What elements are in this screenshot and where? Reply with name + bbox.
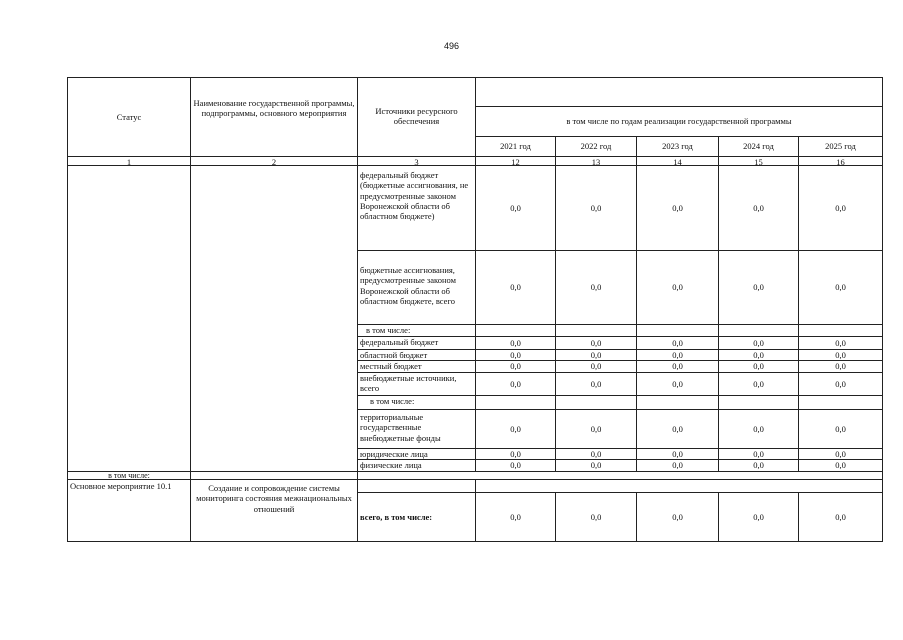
header-years-caption: в том числе по годам реализации государственной программы bbox=[475, 106, 883, 137]
value-cell: 0,0 bbox=[555, 165, 637, 251]
name-cell-empty bbox=[190, 165, 358, 472]
value-cell: 0,0 bbox=[636, 360, 719, 373]
header-sources: Источники ресурсного обеспечения bbox=[357, 77, 476, 157]
value-cell: 0,0 bbox=[555, 459, 637, 472]
source-label: местный бюджет bbox=[357, 360, 476, 373]
value-cell: 0,0 bbox=[475, 250, 556, 325]
value-cell: 0,0 bbox=[798, 360, 883, 373]
budget-table bbox=[68, 78, 883, 552]
value-cell: 0,0 bbox=[636, 165, 719, 251]
empty-cell bbox=[357, 479, 476, 493]
column-number: 14 bbox=[636, 156, 719, 166]
source-label: юридические лица bbox=[357, 448, 476, 460]
column-number: 1 bbox=[67, 156, 191, 166]
source-label: федеральный бюджет bbox=[357, 336, 476, 350]
header-blank bbox=[475, 77, 883, 107]
header-year: 2024 год bbox=[718, 136, 799, 157]
header-year: 2023 год bbox=[636, 136, 719, 157]
value-cell: 0,0 bbox=[555, 336, 637, 350]
subtotal-label: в том числе: bbox=[67, 471, 191, 480]
source-label: в том числе: bbox=[357, 395, 476, 410]
empty-cell bbox=[475, 479, 883, 493]
column-number: 16 bbox=[798, 156, 883, 166]
value-cell: 0,0 bbox=[798, 448, 883, 460]
value-cell: 0,0 bbox=[718, 165, 799, 251]
value-cell: 0,0 bbox=[798, 492, 883, 542]
header-year: 2025 год bbox=[798, 136, 883, 157]
header-program-name: Наименование государственной программы, подпрограммы, основного мероприятия bbox=[190, 77, 358, 157]
column-number: 2 bbox=[190, 156, 358, 166]
value-cell: 0,0 bbox=[718, 372, 799, 396]
source-label: федеральный бюджет (бюджетные ассигнования, не предусмотренные законом Воронежской области об областном бюджете) bbox=[357, 165, 476, 251]
value-cell: 0,0 bbox=[718, 448, 799, 460]
main-event-status: Основное мероприятие 10.1 bbox=[67, 479, 191, 542]
value-cell bbox=[718, 395, 799, 410]
value-cell: 0,0 bbox=[798, 349, 883, 361]
value-cell: 0,0 bbox=[636, 459, 719, 472]
value-cell: 0,0 bbox=[798, 165, 883, 251]
source-label: в том числе: bbox=[357, 324, 476, 337]
page-number: 496 bbox=[443, 41, 460, 51]
header-year: 2022 год bbox=[555, 136, 637, 157]
value-cell bbox=[475, 395, 556, 410]
value-cell: 0,0 bbox=[718, 336, 799, 350]
value-cell: 0,0 bbox=[555, 492, 637, 542]
value-cell: 0,0 bbox=[475, 360, 556, 373]
value-cell: 0,0 bbox=[718, 360, 799, 373]
value-cell: 0,0 bbox=[636, 409, 719, 449]
source-label: территориальные государственные внебюджетные фонды bbox=[357, 409, 476, 449]
header-status: Статус bbox=[67, 77, 191, 157]
value-cell: 0,0 bbox=[636, 448, 719, 460]
main-event-name: Создание и сопровождение системы мониторинга состояния межнациональных отношений bbox=[190, 479, 358, 542]
value-cell: 0,0 bbox=[555, 372, 637, 396]
value-cell: 0,0 bbox=[798, 336, 883, 350]
header-year: 2021 год bbox=[475, 136, 556, 157]
main-event-source: всего, в том числе: bbox=[357, 492, 476, 542]
value-cell: 0,0 bbox=[718, 409, 799, 449]
value-cell: 0,0 bbox=[475, 492, 556, 542]
column-number: 13 bbox=[555, 156, 637, 166]
value-cell bbox=[555, 395, 637, 410]
source-label: физические лица bbox=[357, 459, 476, 472]
value-cell: 0,0 bbox=[798, 372, 883, 396]
value-cell: 0,0 bbox=[718, 349, 799, 361]
value-cell: 0,0 bbox=[475, 448, 556, 460]
value-cell: 0,0 bbox=[475, 409, 556, 449]
value-cell: 0,0 bbox=[475, 349, 556, 361]
value-cell: 0,0 bbox=[555, 349, 637, 361]
value-cell: 0,0 bbox=[798, 459, 883, 472]
value-cell: 0,0 bbox=[798, 250, 883, 325]
source-label: бюджетные ассигнования, предусмотренные законом Воронежской области об областном бюджете, всего bbox=[357, 250, 476, 325]
value-cell: 0,0 bbox=[555, 250, 637, 325]
column-number: 3 bbox=[357, 156, 476, 166]
status-cell-empty bbox=[67, 165, 191, 472]
value-cell bbox=[798, 395, 883, 410]
value-cell: 0,0 bbox=[475, 336, 556, 350]
value-cell bbox=[636, 395, 719, 410]
value-cell: 0,0 bbox=[718, 459, 799, 472]
value-cell: 0,0 bbox=[475, 165, 556, 251]
value-cell: 0,0 bbox=[718, 492, 799, 542]
value-cell: 0,0 bbox=[636, 492, 719, 542]
source-label: областной бюджет bbox=[357, 349, 476, 361]
column-number: 15 bbox=[718, 156, 799, 166]
column-number: 12 bbox=[475, 156, 556, 166]
value-cell: 0,0 bbox=[798, 409, 883, 449]
value-cell: 0,0 bbox=[555, 448, 637, 460]
value-cell: 0,0 bbox=[555, 360, 637, 373]
source-label: внебюджетные источники, всего bbox=[357, 372, 476, 396]
value-cell: 0,0 bbox=[636, 336, 719, 350]
value-cell: 0,0 bbox=[636, 349, 719, 361]
value-cell: 0,0 bbox=[636, 372, 719, 396]
value-cell: 0,0 bbox=[475, 459, 556, 472]
value-cell: 0,0 bbox=[555, 409, 637, 449]
value-cell: 0,0 bbox=[636, 250, 719, 325]
value-cell: 0,0 bbox=[718, 250, 799, 325]
value-cell: 0,0 bbox=[475, 372, 556, 396]
